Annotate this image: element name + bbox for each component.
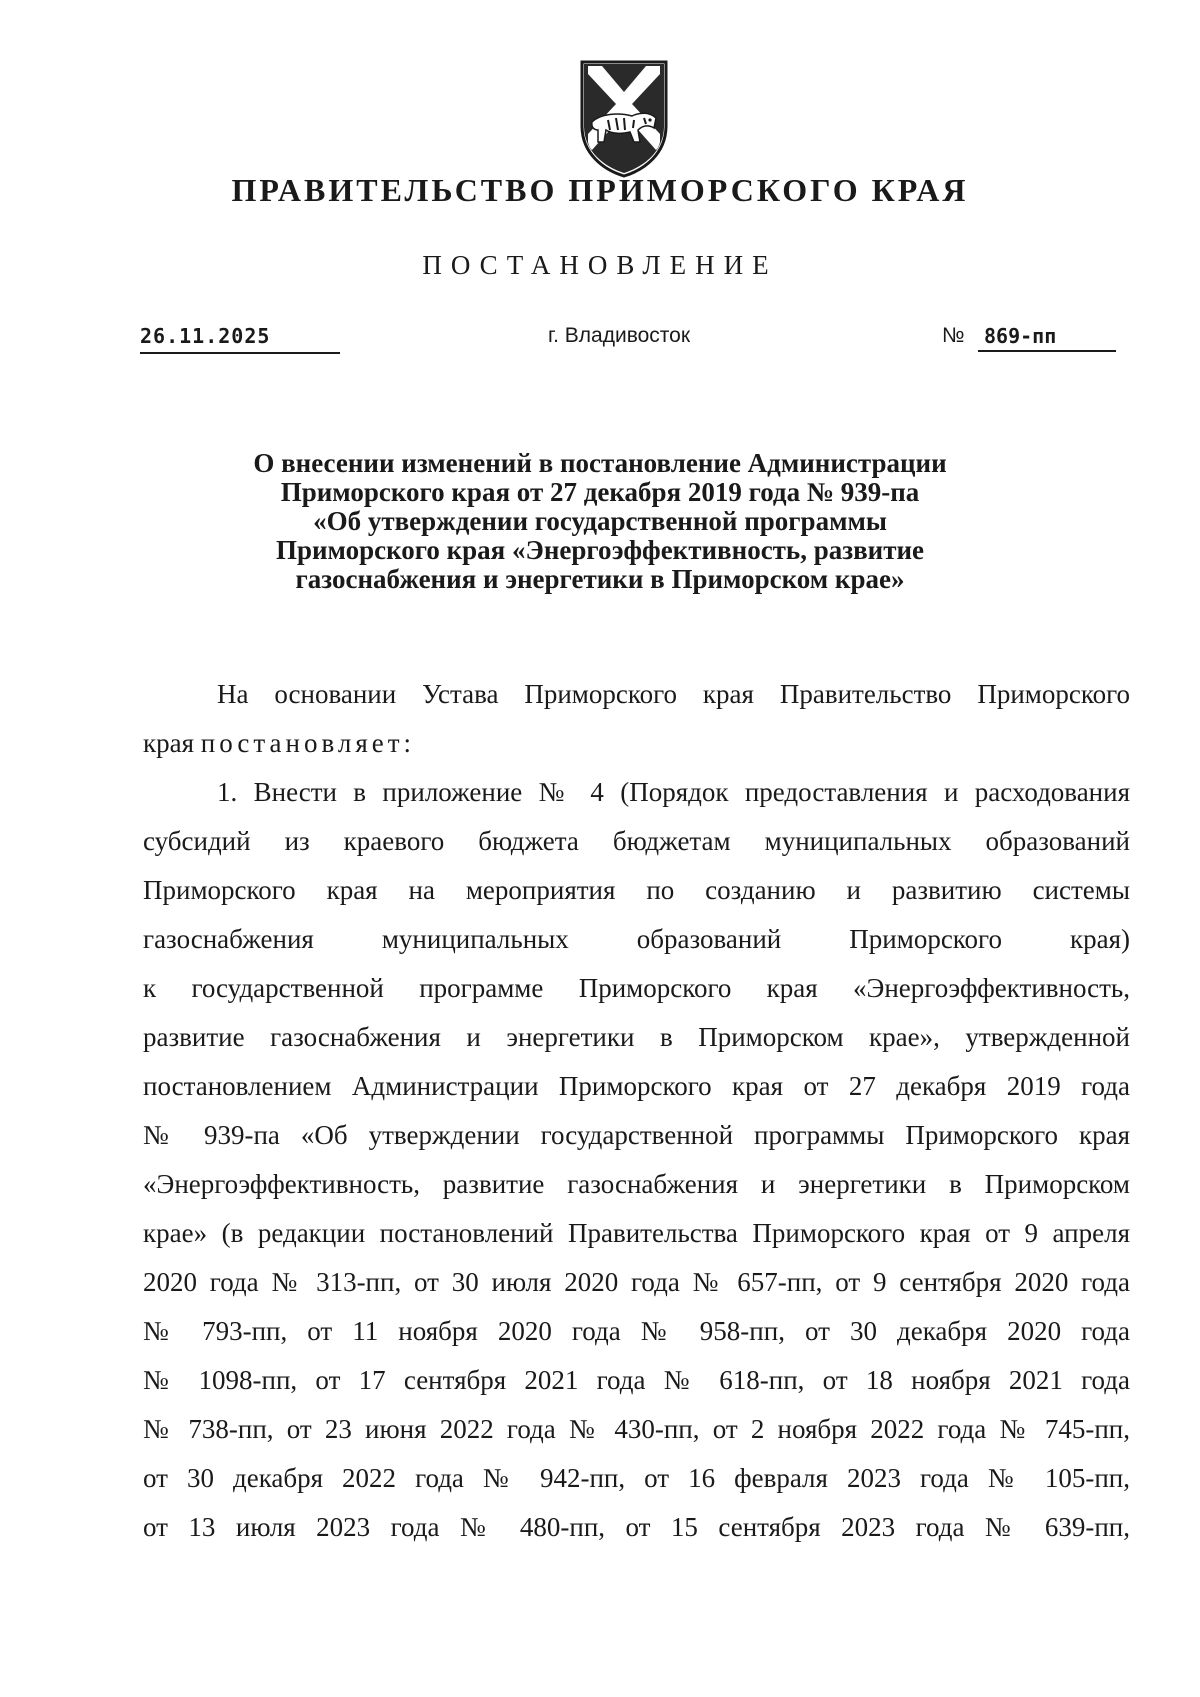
body-line: от 13 июля 2023 года № 480-пп, от 15 сентября 2023 года № 639-пп, bbox=[143, 1512, 1130, 1542]
body-line: Приморского края на мероприятия по созданию и развитию системы bbox=[143, 875, 1130, 905]
body-line: № 793-пп, от 11 ноября 2020 года № 958-пп, от 30 декабря 2020 года bbox=[143, 1316, 1130, 1346]
document-city: г. Владивосток bbox=[548, 324, 691, 347]
body-line: 2020 года № 313-пп, от 30 июля 2020 года № 657-пп, от 9 сентября 2020 года bbox=[143, 1267, 1130, 1297]
heading-line: Приморского края от 27 декабря 2019 года № 939-па bbox=[280, 477, 920, 507]
coat-of-arms-icon bbox=[578, 58, 670, 178]
body-line: «Энергоэффективность, развитие газоснабжения и энергетики в Приморском bbox=[143, 1169, 1130, 1199]
body-line: № 939-па «Об утверждении государственной программы Приморского края bbox=[143, 1120, 1130, 1150]
body-line bbox=[143, 719, 1130, 768]
body-line: На основании Устава Приморского края Правительство Приморского bbox=[217, 679, 1130, 709]
heading-line: «Об утверждении государственной программы bbox=[313, 506, 887, 536]
heading-line: газоснабжения и энергетики в Приморском крае» bbox=[295, 564, 905, 594]
heading-line: Приморского края «Энергоэффективность, развитие bbox=[275, 535, 925, 565]
government-title: ПРАВИТЕЛЬСТВО ПРИМОРСКОГО КРАЯ bbox=[231, 172, 969, 208]
document-number bbox=[978, 320, 1116, 352]
body-line: постановлением Администрации Приморского края от 27 декабря 2019 года bbox=[143, 1071, 1130, 1101]
date-value: 26.11.2025 bbox=[140, 324, 271, 348]
body-line: к государственной программе Приморского края «Энергоэффективность, bbox=[143, 973, 1130, 1003]
body-line: 1. Внести в приложение № 4 (Порядок предоставления и расходования bbox=[217, 777, 1130, 807]
number-sign: № bbox=[942, 324, 965, 347]
body-line: от 30 декабря 2022 года № 942-пп, от 16 февраля 2023 года № 105-пп, bbox=[143, 1463, 1130, 1493]
preamble-text: края bbox=[143, 728, 195, 758]
body-line: № 1098-пп, от 17 сентября 2021 года № 618-пп, от 18 ноября 2021 года bbox=[143, 1365, 1130, 1395]
document-body bbox=[143, 670, 1130, 1552]
number-value: 869-пп bbox=[984, 324, 1057, 348]
resolves-word: постановляет: bbox=[200, 728, 416, 758]
document-date bbox=[140, 320, 340, 354]
body-line: развитие газоснабжения и энергетики в Приморском крае», утвержденной bbox=[143, 1022, 1130, 1052]
document-heading bbox=[120, 449, 1080, 594]
body-line: крае» (в редакции постановлений Правительства Приморского края от 9 апреля bbox=[143, 1218, 1130, 1248]
body-line: субсидий из краевого бюджета бюджетам муниципальных образований bbox=[143, 826, 1130, 856]
body-line: № 738-пп, от 23 июня 2022 года № 430-пп, от 2 ноября 2022 года № 745-пп, bbox=[143, 1414, 1130, 1444]
body-line: газоснабжения муниципальных образований Приморского края) bbox=[143, 924, 1130, 954]
heading-line: О внесении изменений в постановление Администрации bbox=[253, 448, 947, 478]
document-type: ПОСТАНОВЛЕНИЕ bbox=[422, 250, 778, 280]
